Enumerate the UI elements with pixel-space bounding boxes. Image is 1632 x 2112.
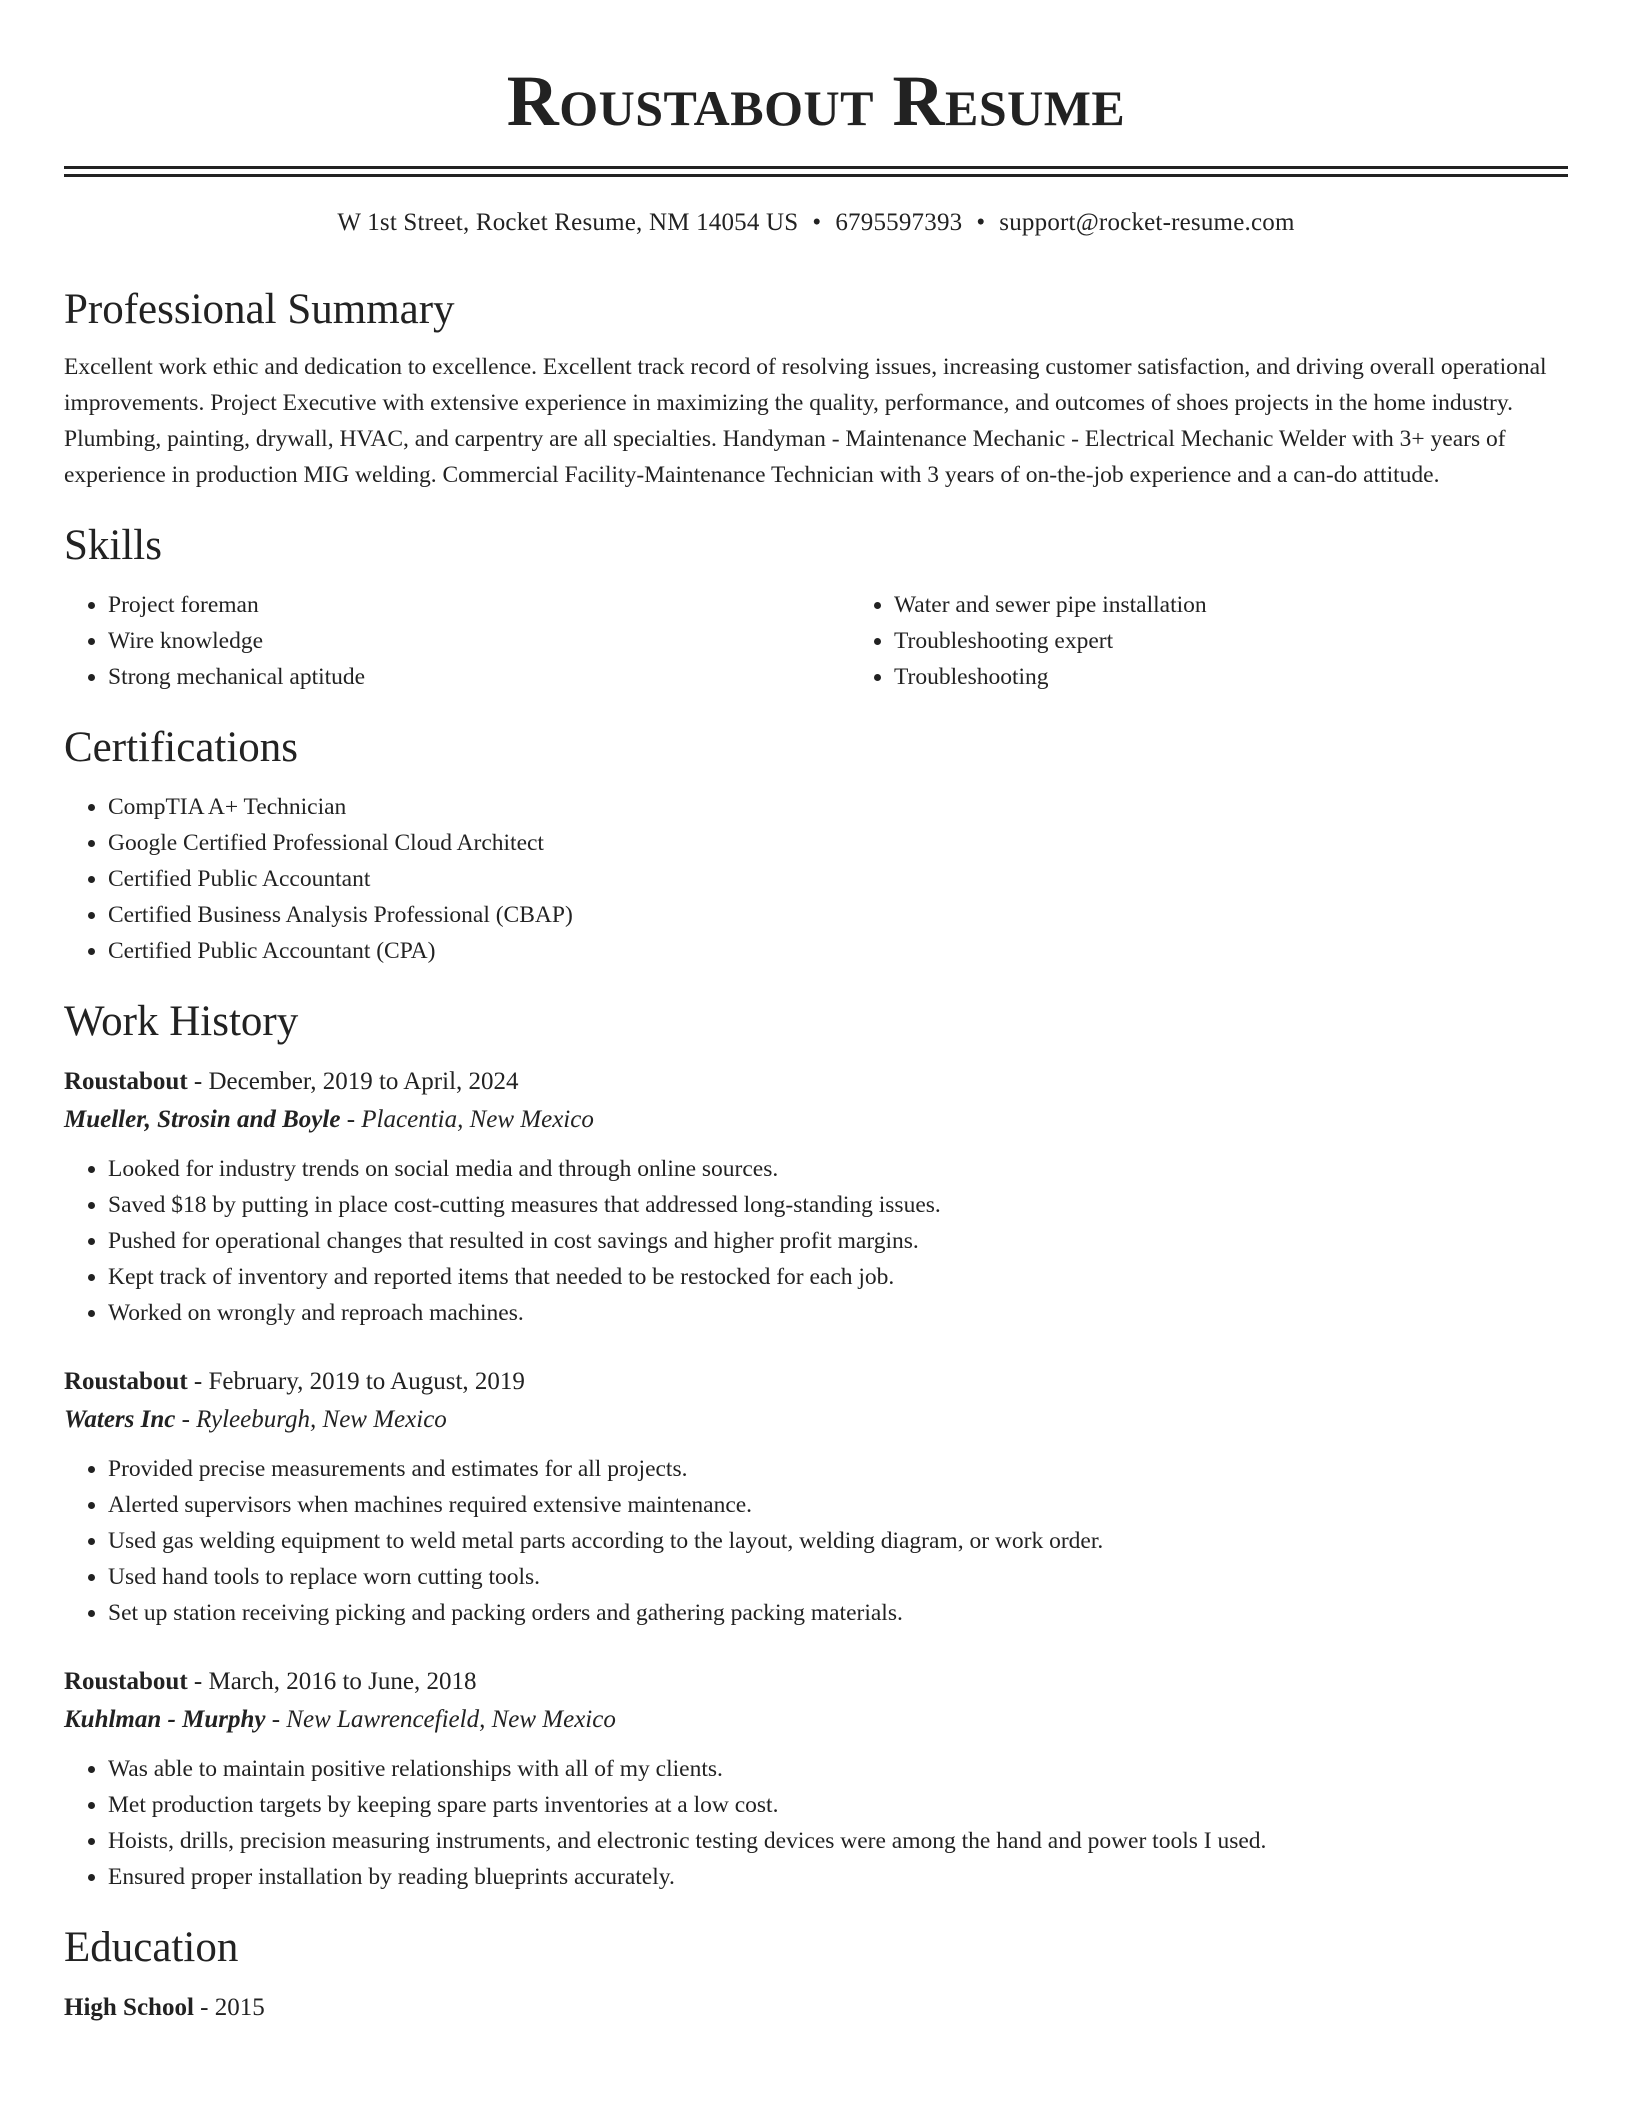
job-dates: - March, 2016 to June, 2018: [187, 1668, 477, 1695]
job-company-line: [64, 1401, 1568, 1439]
certification-item: • Certified Public Accountant: [108, 861, 1568, 897]
skills-list: [64, 587, 1568, 695]
job-bullet: • Kept track of inventory and reported items that needed to be restocked for each job.: [108, 1259, 1568, 1295]
job-entry: [64, 1663, 1568, 1895]
job-bullet: • Saved $18 by putting in place cost-cutting measures that addressed long-standing issues.: [108, 1187, 1568, 1223]
job-title: Roustabout: [64, 1368, 188, 1395]
skill-item: • Strong mechanical aptitude: [108, 659, 850, 695]
job-bullets: [64, 1151, 1568, 1331]
resume-title: Roustabout Resume: [506, 61, 1126, 141]
certification-item: • CompTIA A+ Technician: [108, 789, 1568, 825]
job-location: - Placentia, New Mexico: [340, 1106, 594, 1133]
education-heading: Education: [64, 1924, 239, 1971]
job-dates: - February, 2019 to August, 2019: [187, 1368, 525, 1395]
job-entry: [64, 1063, 1568, 1331]
contact-line: [64, 207, 1568, 239]
skill-item: • Wire knowledge: [108, 623, 850, 659]
job-company: Waters Inc: [64, 1406, 176, 1433]
education-entry: [64, 1989, 1568, 2027]
certifications-heading: Certifications: [64, 724, 299, 771]
skills-heading: Skills: [64, 522, 162, 569]
job-title-line: [64, 1063, 1568, 1101]
contact-separator: •: [812, 209, 822, 236]
job-bullet: • Ensured proper installation by reading blueprints accurately.: [108, 1859, 1568, 1895]
work-history-heading: Work History: [64, 998, 299, 1045]
job-company-line: [64, 1701, 1568, 1739]
job-bullet: • Alerted supervisors when machines required extensive maintenance.: [108, 1487, 1568, 1523]
job-bullet: • Hoists, drills, precision measuring instruments, and electronic testing devices were among the hand and power tools I used.: [108, 1823, 1568, 1859]
job-title: Roustabout: [64, 1668, 188, 1695]
job-bullet: • Was able to maintain positive relationships with all of my clients.: [108, 1751, 1568, 1787]
job-company: Kuhlman - Murphy: [64, 1706, 266, 1733]
job-bullet: • Used hand tools to replace worn cutting tools.: [108, 1559, 1568, 1595]
skill-item: • Project foreman: [108, 587, 850, 623]
skill-item: • Troubleshooting expert: [894, 623, 1632, 659]
job-location: - Ryleeburgh, New Mexico: [175, 1406, 447, 1433]
job-title: Roustabout: [64, 1068, 188, 1095]
job-company-line: [64, 1101, 1568, 1139]
skills-column-right: [850, 587, 1632, 695]
job-dates: - December, 2019 to April, 2024: [187, 1068, 519, 1095]
summary-text: Excellent work ethic and dedication to excellence. Excellent track record of resolving issues, increasing customer satisfaction, and driving overall operational improvements. Project Executive with extensive experience in maximizing the quality, performance, and outcomes of shoes projects in the home industry. Plumbing, painting, drywall, HVAC, and carpentry are all specialties. Handyman - Maintenance Mechanic - Electrical Mechanic Welder with 3+ years of experience in production MIG welding. Commercial Facility-Maintenance Technician with 3 years of on-the-job experience and a can-do attitude.: [64, 354, 1547, 488]
job-company: Mueller, Strosin and Boyle: [64, 1106, 341, 1133]
contact-phone: 6795597393: [835, 209, 963, 236]
job-location: - New Lawrencefield, New Mexico: [265, 1706, 616, 1733]
job-bullet: • Looked for industry trends on social media and through online sources.: [108, 1151, 1568, 1187]
contact-separator: •: [976, 209, 986, 236]
job-bullet: • Met production targets by keeping spare parts inventories at a low cost.: [108, 1787, 1568, 1823]
job-bullets: [64, 1451, 1568, 1631]
job-bullet: • Worked on wrongly and reproach machines.: [108, 1295, 1568, 1331]
job-bullet: • Set up station receiving picking and packing orders and gathering packing materials.: [108, 1595, 1568, 1631]
contact-address: W 1st Street, Rocket Resume, NM 14054 US: [337, 209, 799, 236]
title-double-rule: [64, 166, 1568, 177]
education-year: - 2015: [193, 1994, 265, 2021]
job-title-line: [64, 1363, 1568, 1401]
summary-heading: Professional Summary: [64, 286, 455, 333]
skill-item: • Water and sewer pipe installation: [894, 587, 1632, 623]
job-bullet: • Provided precise measurements and estimates for all projects.: [108, 1451, 1568, 1487]
job-title-line: [64, 1663, 1568, 1701]
certification-item: • Certified Business Analysis Professional (CBAP): [108, 897, 1568, 933]
skills-column-left: [64, 587, 850, 695]
job-entry: [64, 1363, 1568, 1631]
certification-item: • Google Certified Professional Cloud Architect: [108, 825, 1568, 861]
skill-item: • Troubleshooting: [894, 659, 1632, 695]
certifications-list: [64, 789, 1568, 969]
job-bullet: • Used gas welding equipment to weld metal parts according to the layout, welding diagram, or work order.: [108, 1523, 1568, 1559]
contact-email: support@rocket-resume.com: [999, 209, 1295, 236]
education-degree: High School: [64, 1994, 194, 2021]
certification-item: • Certified Public Accountant (CPA): [108, 933, 1568, 969]
job-bullet: • Pushed for operational changes that resulted in cost savings and higher profit margins.: [108, 1223, 1568, 1259]
job-bullets: [64, 1751, 1568, 1895]
